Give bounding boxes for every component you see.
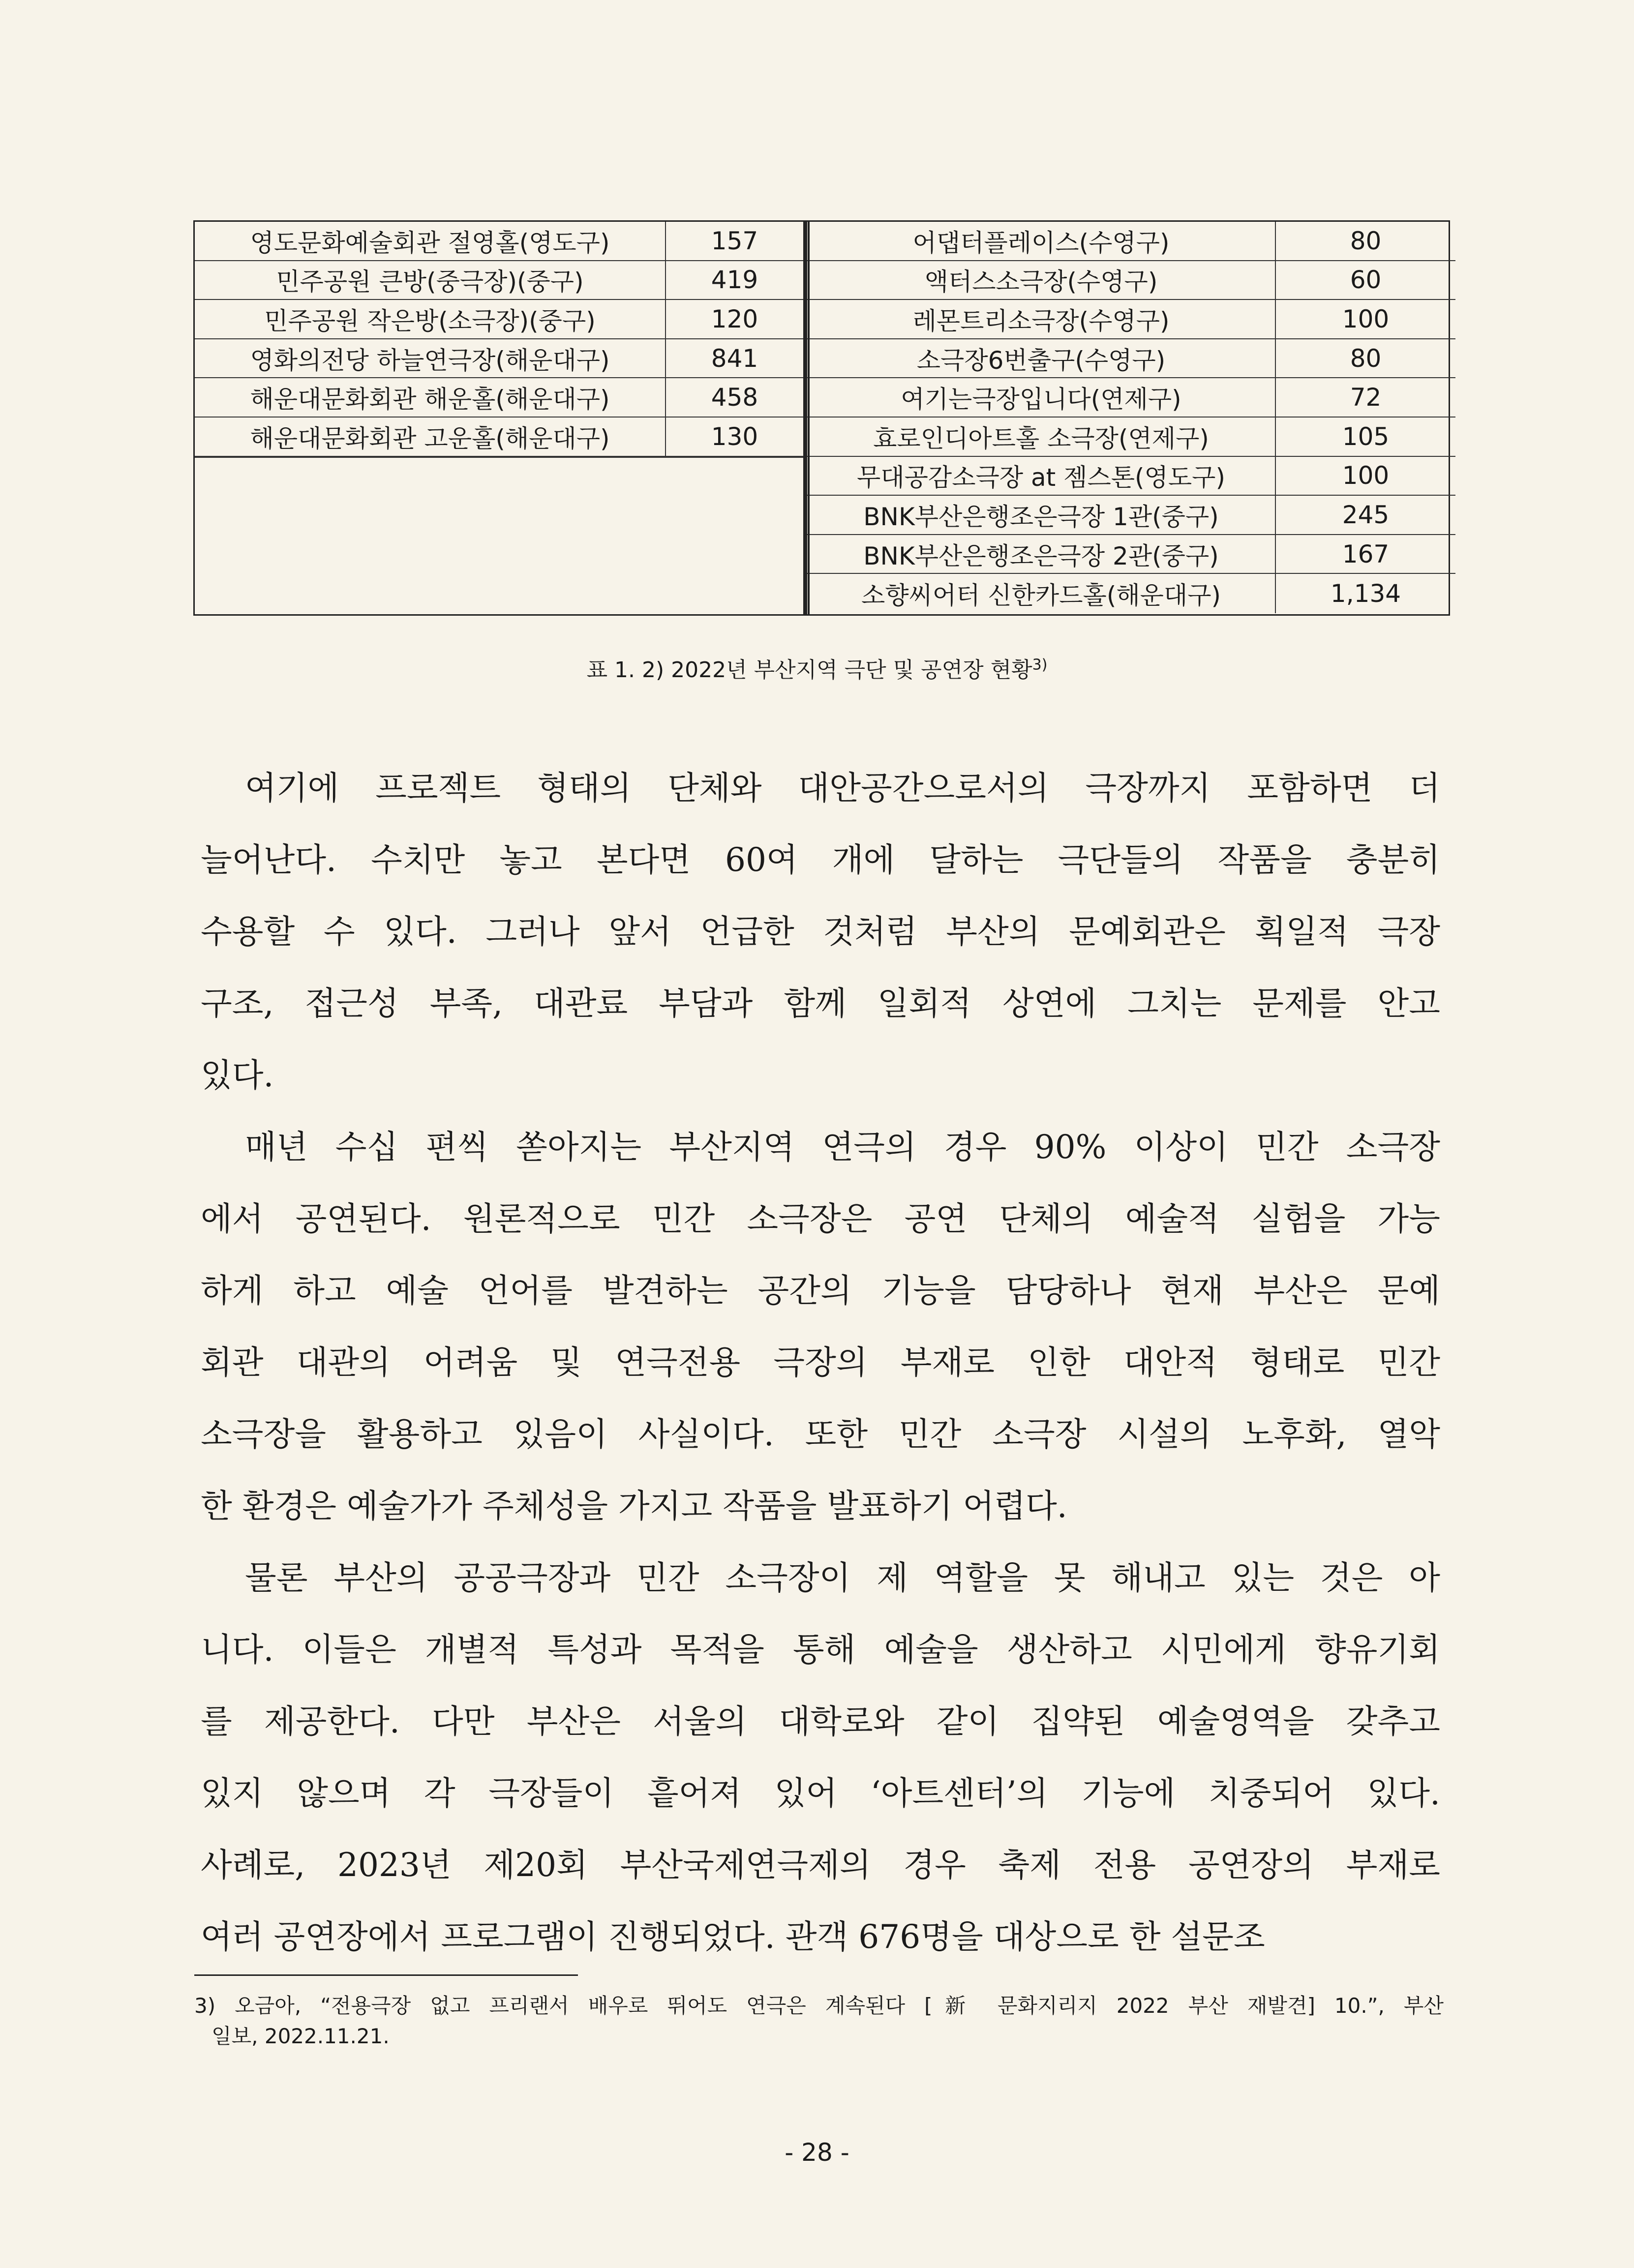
paragraph-line: 한 환경은 예술가가 주체성을 가지고 작품을 발표하기 어렵다. (201, 1487, 1067, 1525)
table-double-divider (803, 222, 807, 614)
seat-count-cell: 1,134 (1330, 579, 1401, 608)
paragraph-line: 에서 공연된다. 원론적으로 민간 소극장은 공연 단체의 예술적 실험을 가능 (201, 1200, 1440, 1238)
table-caption (0, 652, 1634, 684)
venue-name-cell: 액터스소극장(수영구) (807, 261, 1276, 299)
venue-table-right-half (807, 222, 1455, 614)
paragraph-line: 사례로, 2023년 제20회 부산국제연극제의 경우 축제 전용 공연장의 부재로 (201, 1846, 1440, 1884)
table-row (195, 339, 803, 379)
venue-name-cell: 레몬트리소극장(수영구) (807, 300, 1276, 338)
seat-count-cell: 120 (711, 304, 758, 333)
table-row (807, 300, 1455, 339)
table-row (807, 261, 1455, 300)
paragraph-line: 있지 않으며 각 극장들이 흩어져 있어 ‘아트센터’의 기능에 치중되어 있다. (201, 1774, 1440, 1812)
table-row (195, 378, 803, 418)
page-number: - 28 - (785, 2138, 849, 2167)
paragraph-line: 있다. (201, 1056, 274, 1094)
table-row (195, 418, 803, 457)
seat-count-cell: 458 (711, 383, 758, 412)
paragraph-line: 소극장을 활용하고 있음이 사실이다. 또한 민간 소극장 시설의 노후화, 열악 (201, 1415, 1440, 1453)
venue-name-cell: 여기는극장입니다(연제구) (807, 378, 1276, 417)
seat-count-cell: 80 (1350, 344, 1382, 373)
seat-count-cell: 100 (1342, 461, 1390, 490)
paragraph-line: 여기에 프로젝트 형태의 단체와 대안공간으로서의 극장까지 포함하면 더 (245, 769, 1440, 807)
venue-name-cell: 민주공원 큰방(중극장)(중구) (195, 261, 666, 299)
paragraph-line: 하게 하고 예술 언어를 발견하는 공간의 기능을 담당하나 현재 부산은 문예 (201, 1272, 1440, 1310)
paragraph-line: 매년 수십 편씩 쏟아지는 부산지역 연극의 경우 90% 이상이 민간 소극장 (245, 1128, 1440, 1166)
empty-table-area (195, 457, 803, 614)
seat-count-cell: 80 (1350, 226, 1382, 255)
venue-name-cell: 영도문화예술회관 절영홀(영도구) (195, 222, 666, 260)
table-row (195, 222, 803, 261)
footnote-separator (194, 1974, 578, 1976)
venue-name-cell: 해운대문화회관 고운홀(해운대구) (195, 418, 666, 456)
paragraph-line: 물론 부산의 공공극장과 민간 소극장이 제 역할을 못 해내고 있는 것은 아 (245, 1559, 1440, 1597)
footnote-reference: 3) (1032, 656, 1048, 674)
seat-count-cell: 419 (711, 266, 758, 295)
table-row (807, 496, 1455, 535)
seat-count-cell: 130 (711, 422, 758, 451)
table-row (807, 457, 1455, 496)
venue-name-cell: 민주공원 작은방(소극장)(중구) (195, 300, 666, 338)
seat-count-cell: 167 (1342, 539, 1390, 568)
paragraph-line: 구조, 접근성 부족, 대관료 부담과 함께 일회적 상연에 그치는 문제를 안고 (201, 985, 1440, 1022)
paragraph-line: 여러 공연장에서 프로그램이 진행되었다. 관객 676명을 대상으로 한 설문조 (201, 1918, 1265, 1956)
seat-count-cell: 100 (1342, 304, 1390, 333)
footnote-line: 일보, 2022.11.21. (212, 2024, 390, 2048)
seat-count-cell: 157 (711, 226, 758, 255)
seat-count-cell: 245 (1342, 500, 1390, 529)
venue-name-cell: 영화의전당 하늘연극장(해운대구) (195, 339, 666, 378)
seat-count-cell: 60 (1350, 266, 1382, 295)
table-caption-text: 표 1. 2) 2022년 부산지역 극단 및 공연장 현황 (586, 657, 1032, 683)
paragraph-line: 를 제공한다. 다만 부산은 서울의 대학로와 같이 집약된 예술영역을 갖추고 (201, 1702, 1440, 1740)
venue-name-cell: 소극장6번출구(수영구) (807, 339, 1276, 378)
table-row (807, 418, 1455, 457)
venue-name-cell: 효로인디아트홀 소극장(연제구) (807, 418, 1276, 456)
table-row (807, 222, 1455, 261)
paragraph-line: 늘어난다. 수치만 놓고 본다면 60여 개에 달하는 극단들의 작품을 충분히 (201, 841, 1440, 879)
seat-count-cell: 841 (711, 344, 758, 373)
paragraph-line: 회관 대관의 어려움 및 연극전용 극장의 부재로 인한 대안적 형태로 민간 (201, 1343, 1440, 1381)
body-text (201, 752, 1440, 1973)
table-row (807, 378, 1455, 418)
seat-count-cell: 72 (1350, 383, 1382, 412)
venue-table (193, 220, 1450, 616)
venue-name-cell: 소향씨어터 신한카드홀(해운대구) (807, 574, 1276, 613)
venue-table-left-half (195, 222, 803, 614)
table-row (807, 574, 1455, 613)
table-row (195, 300, 803, 339)
seat-count-cell: 105 (1342, 422, 1390, 451)
venue-name-cell: 어댑터플레이스(수영구) (807, 222, 1276, 260)
venue-name-cell: 해운대문화회관 해운홀(해운대구) (195, 378, 666, 417)
footnote-line: 3) 오금아, “전용극장 없고 프리랜서 배우로 뛰어도 연극은 계속된다 [新 문화지리지 2022 부산 재발견] 10.”, 부산 (194, 1994, 1444, 2018)
venue-name-cell: BNK부산은행조은극장 1관(중구) (807, 496, 1276, 534)
paragraph-line: 수용할 수 있다. 그러나 앞서 언급한 것처럼 부산의 문예회관은 획일적 극장 (201, 913, 1440, 951)
table-row (807, 339, 1455, 379)
footnote (194, 1991, 1444, 2052)
paragraph-line: 니다. 이들은 개별적 특성과 목적을 통해 예술을 생산하고 시민에게 향유기회 (201, 1631, 1440, 1669)
table-row (195, 261, 803, 300)
venue-name-cell: 무대공감소극장 at 젬스톤(영도구) (807, 457, 1276, 495)
venue-name-cell: BNK부산은행조은극장 2관(중구) (807, 535, 1276, 573)
table-row (807, 535, 1455, 574)
